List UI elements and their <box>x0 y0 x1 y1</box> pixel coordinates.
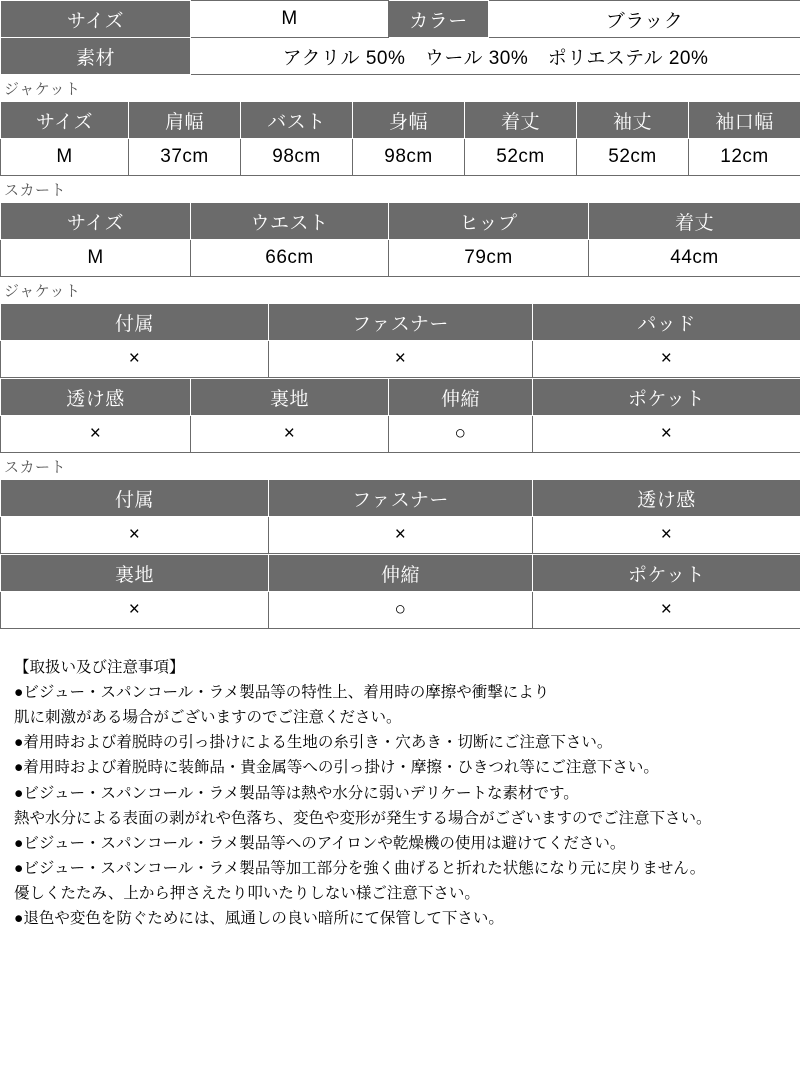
jacket-feature2-value-2: ○ <box>389 416 533 453</box>
skirt-features-block <box>0 453 800 629</box>
jacket-features-block <box>0 277 800 453</box>
jacket-feature2-header-3: ポケット <box>533 379 800 416</box>
skirt-size-value-0: M <box>1 240 191 277</box>
skirt-size-value-3: 44cm <box>589 240 800 277</box>
table-row <box>1 517 800 554</box>
care-note-line: 肌に刺激がある場合がございますのでご注意ください。 <box>14 709 402 727</box>
jacket-feature-value-0: × <box>1 341 269 378</box>
cell-size-header: サイズ <box>1 1 191 38</box>
skirt-feature-value-2: × <box>533 517 800 554</box>
cell-material-value: アクリル 50% ウール 30% ポリエステル 20% <box>191 38 800 75</box>
skirt-size-header-2: ヒップ <box>389 203 589 240</box>
jacket-size-header-5: 袖丈 <box>577 102 689 139</box>
table-row <box>1 555 800 592</box>
jacket-size-value-6: 12cm <box>689 139 800 176</box>
jacket-size-value-1: 37cm <box>129 139 241 176</box>
jacket-feature2-value-3: × <box>533 416 800 453</box>
jacket-features-table-2 <box>0 378 800 453</box>
care-notes <box>0 655 800 931</box>
jacket-size-header-3: 身幅 <box>353 102 465 139</box>
skirt-feature-header-1: ファスナー <box>269 480 533 517</box>
table-row <box>1 480 800 517</box>
jacket-size-header-2: バスト <box>241 102 353 139</box>
jacket-feature2-header-2: 伸縮 <box>389 379 533 416</box>
table-row <box>1 38 800 75</box>
cell-color-header: カラー <box>389 1 489 38</box>
jacket-size-value-2: 98cm <box>241 139 353 176</box>
care-note-line: 熱や水分による表面の剥がれや色落ち、変色や変形が発生する場合がございますのでご注意下さい。 <box>14 809 712 827</box>
section-label-skirt-features: スカート <box>4 459 67 476</box>
skirt-features-table-2 <box>0 554 800 629</box>
skirt-feature2-header-1: 伸縮 <box>269 555 533 592</box>
care-note-line: ●ビジュー・スパンコール・ラメ製品等加工部分を強く曲げると折れた状態になり元に戻りません。 <box>14 859 706 877</box>
skirt-feature2-header-0: 裏地 <box>1 555 269 592</box>
jacket-size-value-0: M <box>1 139 129 176</box>
cell-color-value: ブラック <box>489 1 800 38</box>
skirt-size-table <box>0 202 800 277</box>
jacket-feature2-header-0: 透け感 <box>1 379 191 416</box>
table-row <box>1 592 800 629</box>
jacket-size-value-5: 52cm <box>577 139 689 176</box>
skirt-feature2-value-1: ○ <box>269 592 533 629</box>
jacket-feature-value-1: × <box>269 341 533 378</box>
jacket-features-table <box>0 303 800 378</box>
jacket-feature-value-2: × <box>533 341 800 378</box>
overview-table <box>0 0 800 75</box>
skirt-feature2-header-2: ポケット <box>533 555 800 592</box>
jacket-feature-header-2: パッド <box>533 304 800 341</box>
table-row <box>1 1 800 38</box>
skirt-size-header-1: ウエスト <box>191 203 389 240</box>
care-note-line: 優しくたたみ、上から押さえたり叩いたりしない様ご注意下さい。 <box>14 884 480 902</box>
care-note-line: ●着用時および着脱時に装飾品・貴金属等への引っ掛け・摩擦・ひきつれ等にご注意下さい。 <box>14 759 659 777</box>
skirt-size-value-1: 66cm <box>191 240 389 277</box>
jacket-size-header-0: サイズ <box>1 102 129 139</box>
table-row <box>1 203 800 240</box>
care-note-line: ●着用時および着脱時の引っ掛けによる生地の糸引き・穴あき・切断にご注意下さい。 <box>14 734 613 752</box>
skirt-feature-header-0: 付属 <box>1 480 269 517</box>
care-notes-title: 【取扱い及び注意事項】 <box>14 659 185 676</box>
table-row <box>1 139 800 176</box>
care-note-line: ●ビジュー・スパンコール・ラメ製品等は熱や水分に弱いデリケートな素材です。 <box>14 784 579 802</box>
table-row <box>1 304 800 341</box>
table-row <box>1 379 800 416</box>
table-row <box>1 240 800 277</box>
skirt-size-value-2: 79cm <box>389 240 589 277</box>
skirt-feature2-value-2: × <box>533 592 800 629</box>
skirt-feature-value-1: × <box>269 517 533 554</box>
jacket-feature-header-0: 付属 <box>1 304 269 341</box>
section-label-jacket-size: ジャケット <box>4 81 81 98</box>
section-label-skirt-size: スカート <box>4 182 67 199</box>
care-note-line: ●退色や変色を防ぐためには、風通しの良い暗所にて保管して下さい。 <box>14 910 504 928</box>
cell-size-value: M <box>191 1 389 38</box>
table-row <box>1 341 800 378</box>
jacket-size-header-4: 着丈 <box>465 102 577 139</box>
jacket-size-table <box>0 101 800 176</box>
skirt-size-header-0: サイズ <box>1 203 191 240</box>
care-note-line: ●ビジュー・スパンコール・ラメ製品等へのアイロンや乾燥機の使用は避けてください。 <box>14 834 626 852</box>
skirt-features-table <box>0 479 800 554</box>
jacket-size-value-3: 98cm <box>353 139 465 176</box>
skirt-feature-header-2: 透け感 <box>533 480 800 517</box>
overview-table-block <box>0 0 800 75</box>
jacket-size-block <box>0 75 800 176</box>
jacket-size-value-4: 52cm <box>465 139 577 176</box>
jacket-feature2-value-1: × <box>191 416 389 453</box>
skirt-size-header-3: 着丈 <box>589 203 800 240</box>
table-row <box>1 102 800 139</box>
jacket-feature2-header-1: 裏地 <box>191 379 389 416</box>
jacket-size-header-1: 肩幅 <box>129 102 241 139</box>
care-note-line: ●ビジュー・スパンコール・ラメ製品等の特性上、着用時の摩擦や衝撃により <box>14 684 550 702</box>
jacket-feature2-value-0: × <box>1 416 191 453</box>
table-row <box>1 416 800 453</box>
skirt-size-block <box>0 176 800 277</box>
cell-material-header: 素材 <box>1 38 191 75</box>
skirt-feature2-value-0: × <box>1 592 269 629</box>
jacket-feature-header-1: ファスナー <box>269 304 533 341</box>
section-label-jacket-features: ジャケット <box>4 283 81 300</box>
skirt-feature-value-0: × <box>1 517 269 554</box>
jacket-size-header-6: 袖口幅 <box>689 102 800 139</box>
